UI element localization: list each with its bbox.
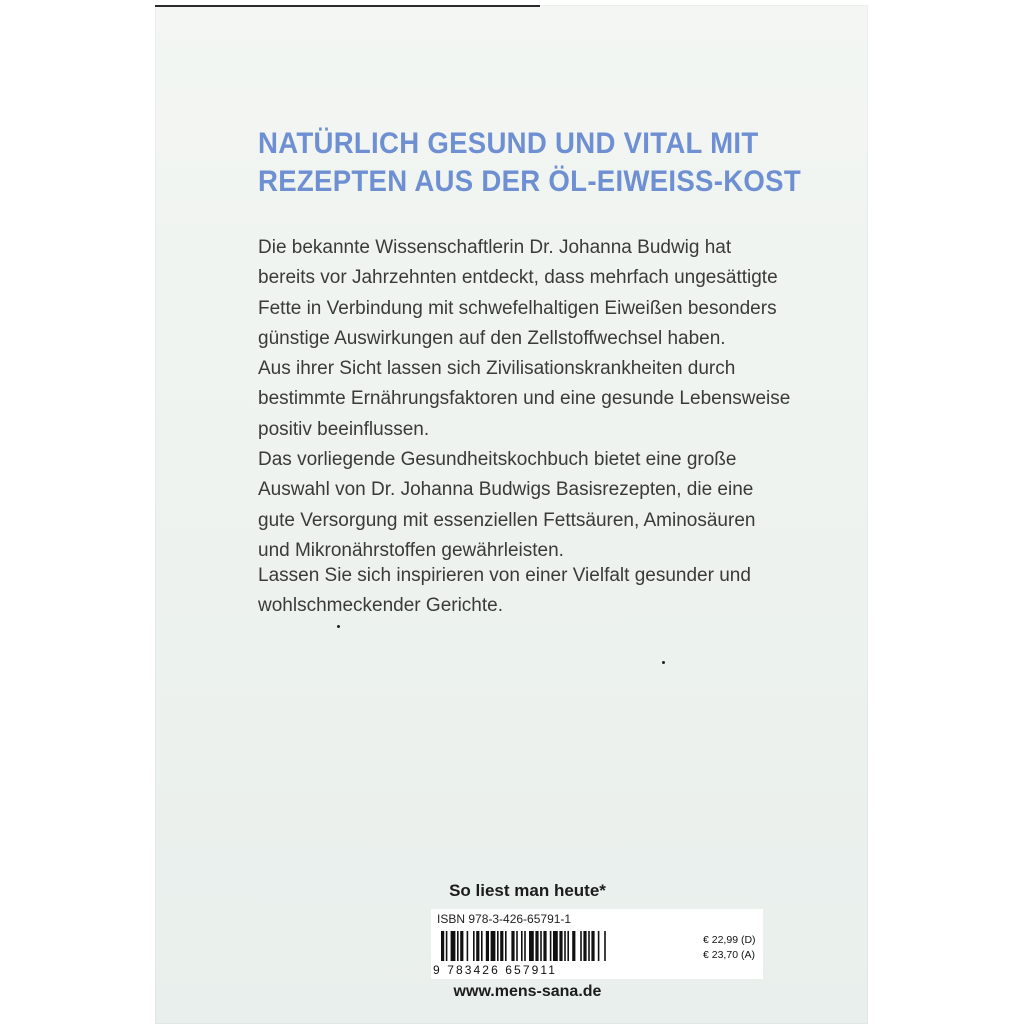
barcode-digits: 9 783426 657911 [433, 963, 558, 977]
body-line: und Mikronährstoffen gewährleisten. [258, 539, 564, 561]
barcode-bar [486, 931, 489, 961]
barcode-bar [500, 931, 503, 961]
body-line: Das vorliegende Gesundheitskochbuch bietet eine große [258, 449, 737, 471]
barcode-bar [543, 931, 546, 961]
barcode-bar [535, 931, 538, 961]
closing-line: Lassen Sie sich inspirieren von einer Vielfalt gesunder und [258, 565, 751, 586]
barcode-bar [467, 931, 469, 961]
barcode-bar [473, 931, 475, 961]
barcode-bar [497, 931, 499, 961]
barcode-bar [583, 931, 586, 961]
headline-line-2: REZEPTEN AUS DER ÖL-EIWEISS-KOST [258, 165, 801, 198]
price-list [703, 933, 756, 963]
barcode-bar [476, 931, 479, 961]
barcode-bar [516, 931, 518, 961]
barcode-bar [511, 931, 514, 961]
isbn-label: ISBN 978-3-426-65791-1 [431, 909, 763, 929]
print-speck [337, 625, 340, 628]
barcode-bar [572, 931, 575, 961]
body-line: bereits vor Jahrzehnten entdeckt, dass mehrfach ungesättigte [258, 267, 778, 289]
barcode-bar [524, 931, 526, 961]
barcode-bar [451, 931, 456, 961]
barcode-bar [521, 931, 523, 961]
book-back-cover [155, 5, 868, 1024]
publisher-tagline: So liest man heute* [449, 881, 606, 900]
barcode-bar [540, 931, 542, 961]
barcode-bar [604, 931, 606, 961]
barcode-bar [550, 931, 552, 961]
barcode-bar [559, 931, 562, 961]
print-speck [662, 661, 665, 664]
closing-line: wohlschmeckender Gerichte. [258, 595, 503, 616]
barcode-bar [505, 931, 507, 961]
body-line: Auswahl von Dr. Johanna Budwigs Basisrezepten, die eine [258, 479, 754, 501]
barcode-bar [491, 931, 496, 961]
body-line: positiv beeinflussen. [258, 418, 430, 440]
description-text [258, 233, 838, 566]
price-austria: € 23,70 (A) [703, 949, 755, 961]
barcode-bar [529, 931, 534, 961]
body-line: Die bekannte Wissenschaftlerin Dr. Johanna Budwig hat [258, 237, 732, 258]
publisher-website: www.mens-sana.de [453, 983, 602, 1000]
barcode-panel [431, 929, 763, 979]
barcode-image [441, 931, 703, 965]
barcode-bar [460, 931, 463, 961]
barcode-bar [598, 931, 600, 961]
headline [258, 125, 810, 201]
body-line: Aus ihrer Sicht lassen sich Zivilisationskrankheiten durch [258, 358, 736, 380]
headline-line-1: NATÜRLICH GESUND UND VITAL MIT [258, 127, 759, 160]
price-germany: € 22,99 (D) [703, 934, 756, 946]
top-edge-line [155, 5, 540, 7]
closing-text [258, 561, 838, 621]
barcode-bar [591, 931, 594, 961]
body-line: gute Versorgung mit essenziellen Fettsäuren, Aminosäuren [258, 509, 756, 531]
body-line: bestimmte Ernährungsfaktoren und eine gesunde Lebensweise [258, 388, 791, 410]
barcode-bar [588, 931, 590, 961]
barcode-bar [580, 931, 582, 961]
body-line: Fette in Verbindung mit schwefelhaltigen Eiweißen besonders [258, 297, 777, 319]
barcode-bar [457, 931, 459, 961]
barcode-bar [567, 931, 569, 961]
barcode-bar [553, 931, 558, 961]
barcode-bar [441, 931, 444, 961]
barcode-bar [446, 931, 448, 961]
barcode-bar [564, 931, 566, 961]
body-line: günstige Auswirkungen auf den Zellstoffwechsel haben. [258, 327, 726, 349]
barcode-bar [481, 931, 483, 961]
